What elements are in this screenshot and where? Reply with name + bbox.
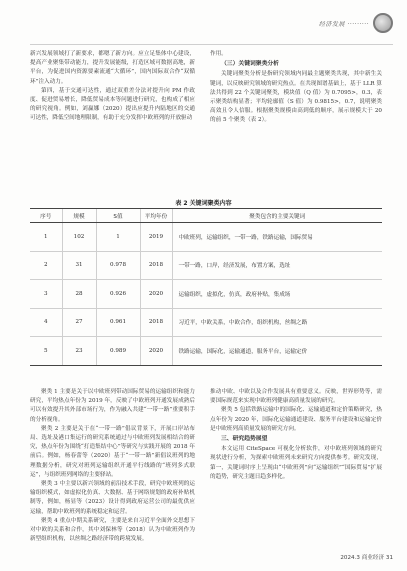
paragraph: 聚类 2 主要是关于在“一带一路”倡议背景下，开展口岸站布局、选址及港口集运行的研究系统通过与中欧班列发展相结合的研究，热点年份为围绕“打造集结中心”等研究与实践开展的 2018 年前后。例如，杨春蕾等（2020）基于“一带一路”新倡议班列的地理数据分析，研究对班列运输组织开通平行线路的“班列多式联运”，与组织班列网络的主要驿站。	[30, 425, 195, 478]
table-cell: 2	[30, 251, 62, 280]
paragraph: 新兴发展领域打了新要求，都嗯了新方向。应立足集体中心建设，提高产业聚集带动能力，提升发展能级，打造区域可数据高地，新平台，为促进国内资源要素流通“大循环”，国内国际双合作“双循环”注入动力。	[30, 51, 195, 85]
paragraph-continuation: 作用。	[210, 51, 227, 57]
column-header: 序号	[30, 209, 62, 223]
table-cell: 0.926	[96, 280, 140, 309]
table-cell: 一带一路，口岸，经济发展，布置方案，选址	[172, 251, 382, 280]
table-cell: 2018	[140, 251, 172, 280]
table-cell: 运输组织，虚拟化，仿真，政府补贴，集成场	[172, 280, 382, 309]
table-cell: 2020	[140, 280, 172, 309]
table-cell: 2019	[140, 223, 172, 252]
table-cell: 4	[30, 308, 62, 337]
table-cell: 习近平，中欧关系，中欧合作，组织机构，丝绸之路	[172, 308, 382, 337]
table-row	[30, 251, 382, 280]
table-cell: 铁路运输，国际化，运输通道，服务平台，运输定价	[172, 337, 382, 366]
table-cell: 28	[62, 280, 96, 309]
paragraph: 第四，基于交通可达性，通过双重差分法对提升向 PM 作政度、促进贸易增长，降低贸易成本等问题进行研究，也构成了相应的研究视角。例如，刘赢娜（2020）提出应提升内陆地区的交通可达性，降低空间地理限制，有助于充分发挥中欧班列的开放驱动	[30, 87, 195, 122]
keyword-cluster-table	[30, 208, 382, 366]
journal-logo-icon	[373, 13, 393, 33]
table-cell: 2018	[140, 308, 172, 337]
column-header: S值	[96, 209, 140, 223]
section-heading: 三、研究趋势展望	[221, 436, 268, 443]
table-cell: 27	[62, 308, 96, 337]
table-cell: 2020	[140, 337, 172, 366]
table-row	[30, 223, 382, 252]
right-column-bottom	[210, 388, 382, 482]
paragraph: 推动中欧、中欧以及合作发展具有重要意义。反映，世界形势等，需要国际规范来实现中欧班列健康高质量发展的研究。	[210, 389, 382, 405]
journal-header	[319, 13, 393, 33]
table-cell: 3	[30, 280, 62, 309]
paragraph: 聚类 5 包括铁路运输中的国际化、运输通道和定价策略研究，热点年份为 2020 年，国际化运输通道建设、服务平台建设和运输定价是中欧班列高质量发展的研究方向。	[210, 407, 382, 432]
column-header: 规模	[62, 209, 96, 223]
page-footer: 2024.3 商业经济 31	[340, 555, 393, 561]
table-cell: 23	[62, 337, 96, 366]
table-cell: 1	[30, 223, 62, 252]
paragraph: 聚类 1 主要是关于以中欧班列带动国际贸易的运输组织和能力研究，平均热点年份为 2019 年，反映了中欧班列开通发展成熟后可以有效提升其外部市场行为，作为融入共建“一带一路”重要积手的分析视角。	[30, 389, 195, 423]
table-row	[30, 280, 382, 309]
table-cell: 0.989	[96, 337, 140, 366]
right-column-top	[210, 50, 382, 126]
paragraph: 聚类 3 中主要以新兴领域的前沿技术手段，研究中欧班列的运输组织模式，如虚拟化仿真、大数据、基于网络规划的政府补贴机制等，例如，杨显等（2023）设计得到政府运营公司的最优供应运输，帮助中欧班列的系统稳定和运营。	[30, 481, 195, 515]
left-column-top	[30, 50, 195, 124]
table-cell: 0.978	[96, 251, 140, 280]
section-subheading: （三）关键词聚类分析	[221, 61, 279, 68]
table-cell: 1	[96, 223, 140, 252]
table-row	[30, 308, 382, 337]
table-title: 表 2 关键词聚类内容	[175, 200, 232, 207]
paragraph: 关键词聚类分析是指研究领域内同最主题聚类共现，其中新生关键词，以反映研究领域的研究热点。在共现图谱基础上，基于 LLR 算法共得到 22 个关键词聚类，模块值（Q 值）为 0.7095>，0.3，表示聚类结构显著；平均轮廓值（S 值）为 0.9815>，0.7，说明聚类高效且令人信服。根据聚类规模由高到低的顺序，展示规模大于 20 的前 5 个聚类（表 2）。	[210, 71, 382, 124]
header-divider	[30, 44, 393, 45]
table-cell: 0.961	[96, 308, 140, 337]
table-row	[30, 337, 382, 366]
table-cell: 中欧班列，运输组织，一带一路，铁路运输，国际贸易	[172, 223, 382, 252]
table-header-row	[30, 209, 382, 223]
table-cell: 31	[62, 251, 96, 280]
table-cell: 5	[30, 337, 62, 366]
left-column-bottom	[30, 388, 195, 544]
column-header: 聚类包含的主要关键词	[172, 209, 382, 223]
paragraph: 聚类 4 重点中期关系研究，主要是来自习近平全面外交思想下对中欧的关系和合作，其中刘保林等（2018）认为中欧班列作为新型组织机构，以丝绸之路经济带的跨境发展。	[30, 517, 195, 543]
paragraph: 本文运用 CiteSpace 可视化分析软件，对中欧班列领域的研究现状进行分析，为探索中欧班列未来研究方向提供参考。研究发现，第一，关键词时序上呈现由“中欧班列”向“运输组织”“国际贸易”扩展的趋势，研究主题日趋多样化。	[210, 446, 382, 480]
journal-logo-text: 经济发展 ·········	[318, 20, 369, 28]
column-header: 平均年份	[140, 209, 172, 223]
table-cell: 102	[62, 223, 96, 252]
